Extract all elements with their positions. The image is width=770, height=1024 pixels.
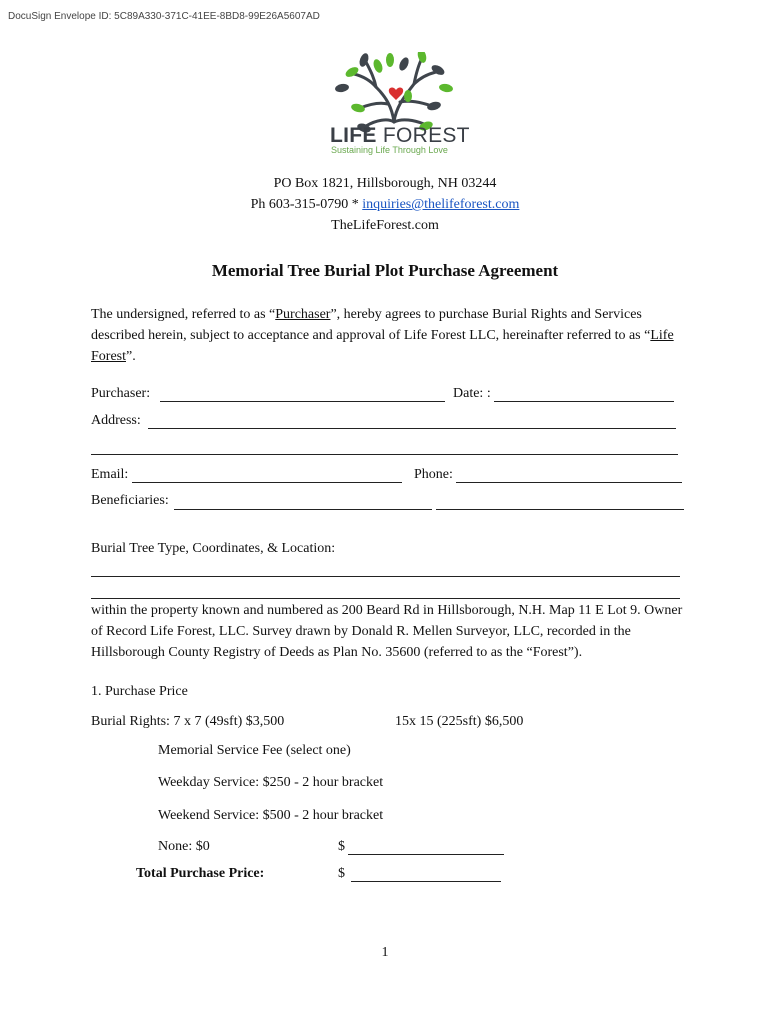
weekday-service-option: Weekday Service: $250 - 2 hour bracket (158, 775, 384, 790)
intro-paragraph: The undersigned, referred to as “Purchaser”, hereby agrees to purchase Burial Rights and Services described herein, subject to acceptance and approval of Life Forest LLC, hereinafter referred to as “Life Forest”. (91, 307, 674, 364)
phone-field[interactable] (456, 482, 682, 483)
no-service-option: None: $0 (158, 839, 210, 854)
brand-name: LIFE FOREST (330, 124, 470, 147)
total-amount-field[interactable] (351, 881, 501, 882)
burial-location-field-2[interactable] (91, 598, 680, 599)
contact-website: TheLifeForest.com (331, 218, 439, 233)
phone-label: Phone: (414, 467, 453, 482)
address-field-line-2[interactable] (91, 454, 678, 455)
burial-location-label: Burial Tree Type, Coordinates, & Location: (91, 541, 336, 556)
purchaser-label: Purchaser: (91, 386, 151, 401)
total-amount-dollar: $ (338, 866, 345, 881)
address-field[interactable] (148, 428, 676, 429)
burial-location-field-1[interactable] (91, 576, 680, 577)
beneficiaries-field-2[interactable] (436, 509, 684, 510)
envelope-id: DocuSign Envelope ID: 5C89A330-371C-41EE-8BD8-99E26A5607AD (8, 11, 320, 22)
brand-tagline: Sustaining Life Through Love (331, 145, 448, 155)
service-amount-dollar: $ (338, 839, 345, 854)
email-field[interactable] (132, 482, 402, 483)
document-title: Memorial Tree Burial Plot Purchase Agreement (211, 261, 559, 280)
service-amount-field[interactable] (348, 854, 504, 855)
email-link[interactable]: inquiries@thelifeforest.com (362, 197, 520, 212)
date-label: Date: : (453, 386, 491, 401)
purchaser-field[interactable] (160, 401, 445, 402)
burial-rights-large: 15x 15 (225sft) $6,500 (395, 714, 524, 729)
property-description: within the property known and numbered as 200 Beard Rd in Hillsborough, N.H. Map 11 E Lot 9. Owner of Record Life Forest, LLC. Survey drawn by Donald R. Mellen Surveyor, LLC, recorded in the Hillsborough County Registry of Deeds as Plan No. 35600 (referred to as the “Forest”). (91, 603, 683, 660)
burial-rights-small: Burial Rights: 7 x 7 (49sft) $3,500 (91, 714, 285, 729)
page-number: 1 (381, 945, 389, 960)
address-label: Address: (91, 413, 141, 428)
weekend-service-option: Weekend Service: $500 - 2 hour bracket (158, 808, 384, 823)
email-label: Email: (91, 467, 129, 482)
service-fee-label: Memorial Service Fee (select one) (158, 743, 351, 758)
date-field[interactable] (494, 401, 674, 402)
contact-phone-line: Ph 603-315-0790 * inquiries@thelifeforest.com (250, 197, 520, 212)
total-price-label: Total Purchase Price: (136, 866, 265, 881)
beneficiaries-field-1[interactable] (174, 509, 432, 510)
beneficiaries-label: Beneficiaries: (91, 493, 169, 508)
purchase-price-heading: 1. Purchase Price (91, 684, 188, 699)
contact-address: PO Box 1821, Hillsborough, NH 03244 (273, 176, 497, 191)
